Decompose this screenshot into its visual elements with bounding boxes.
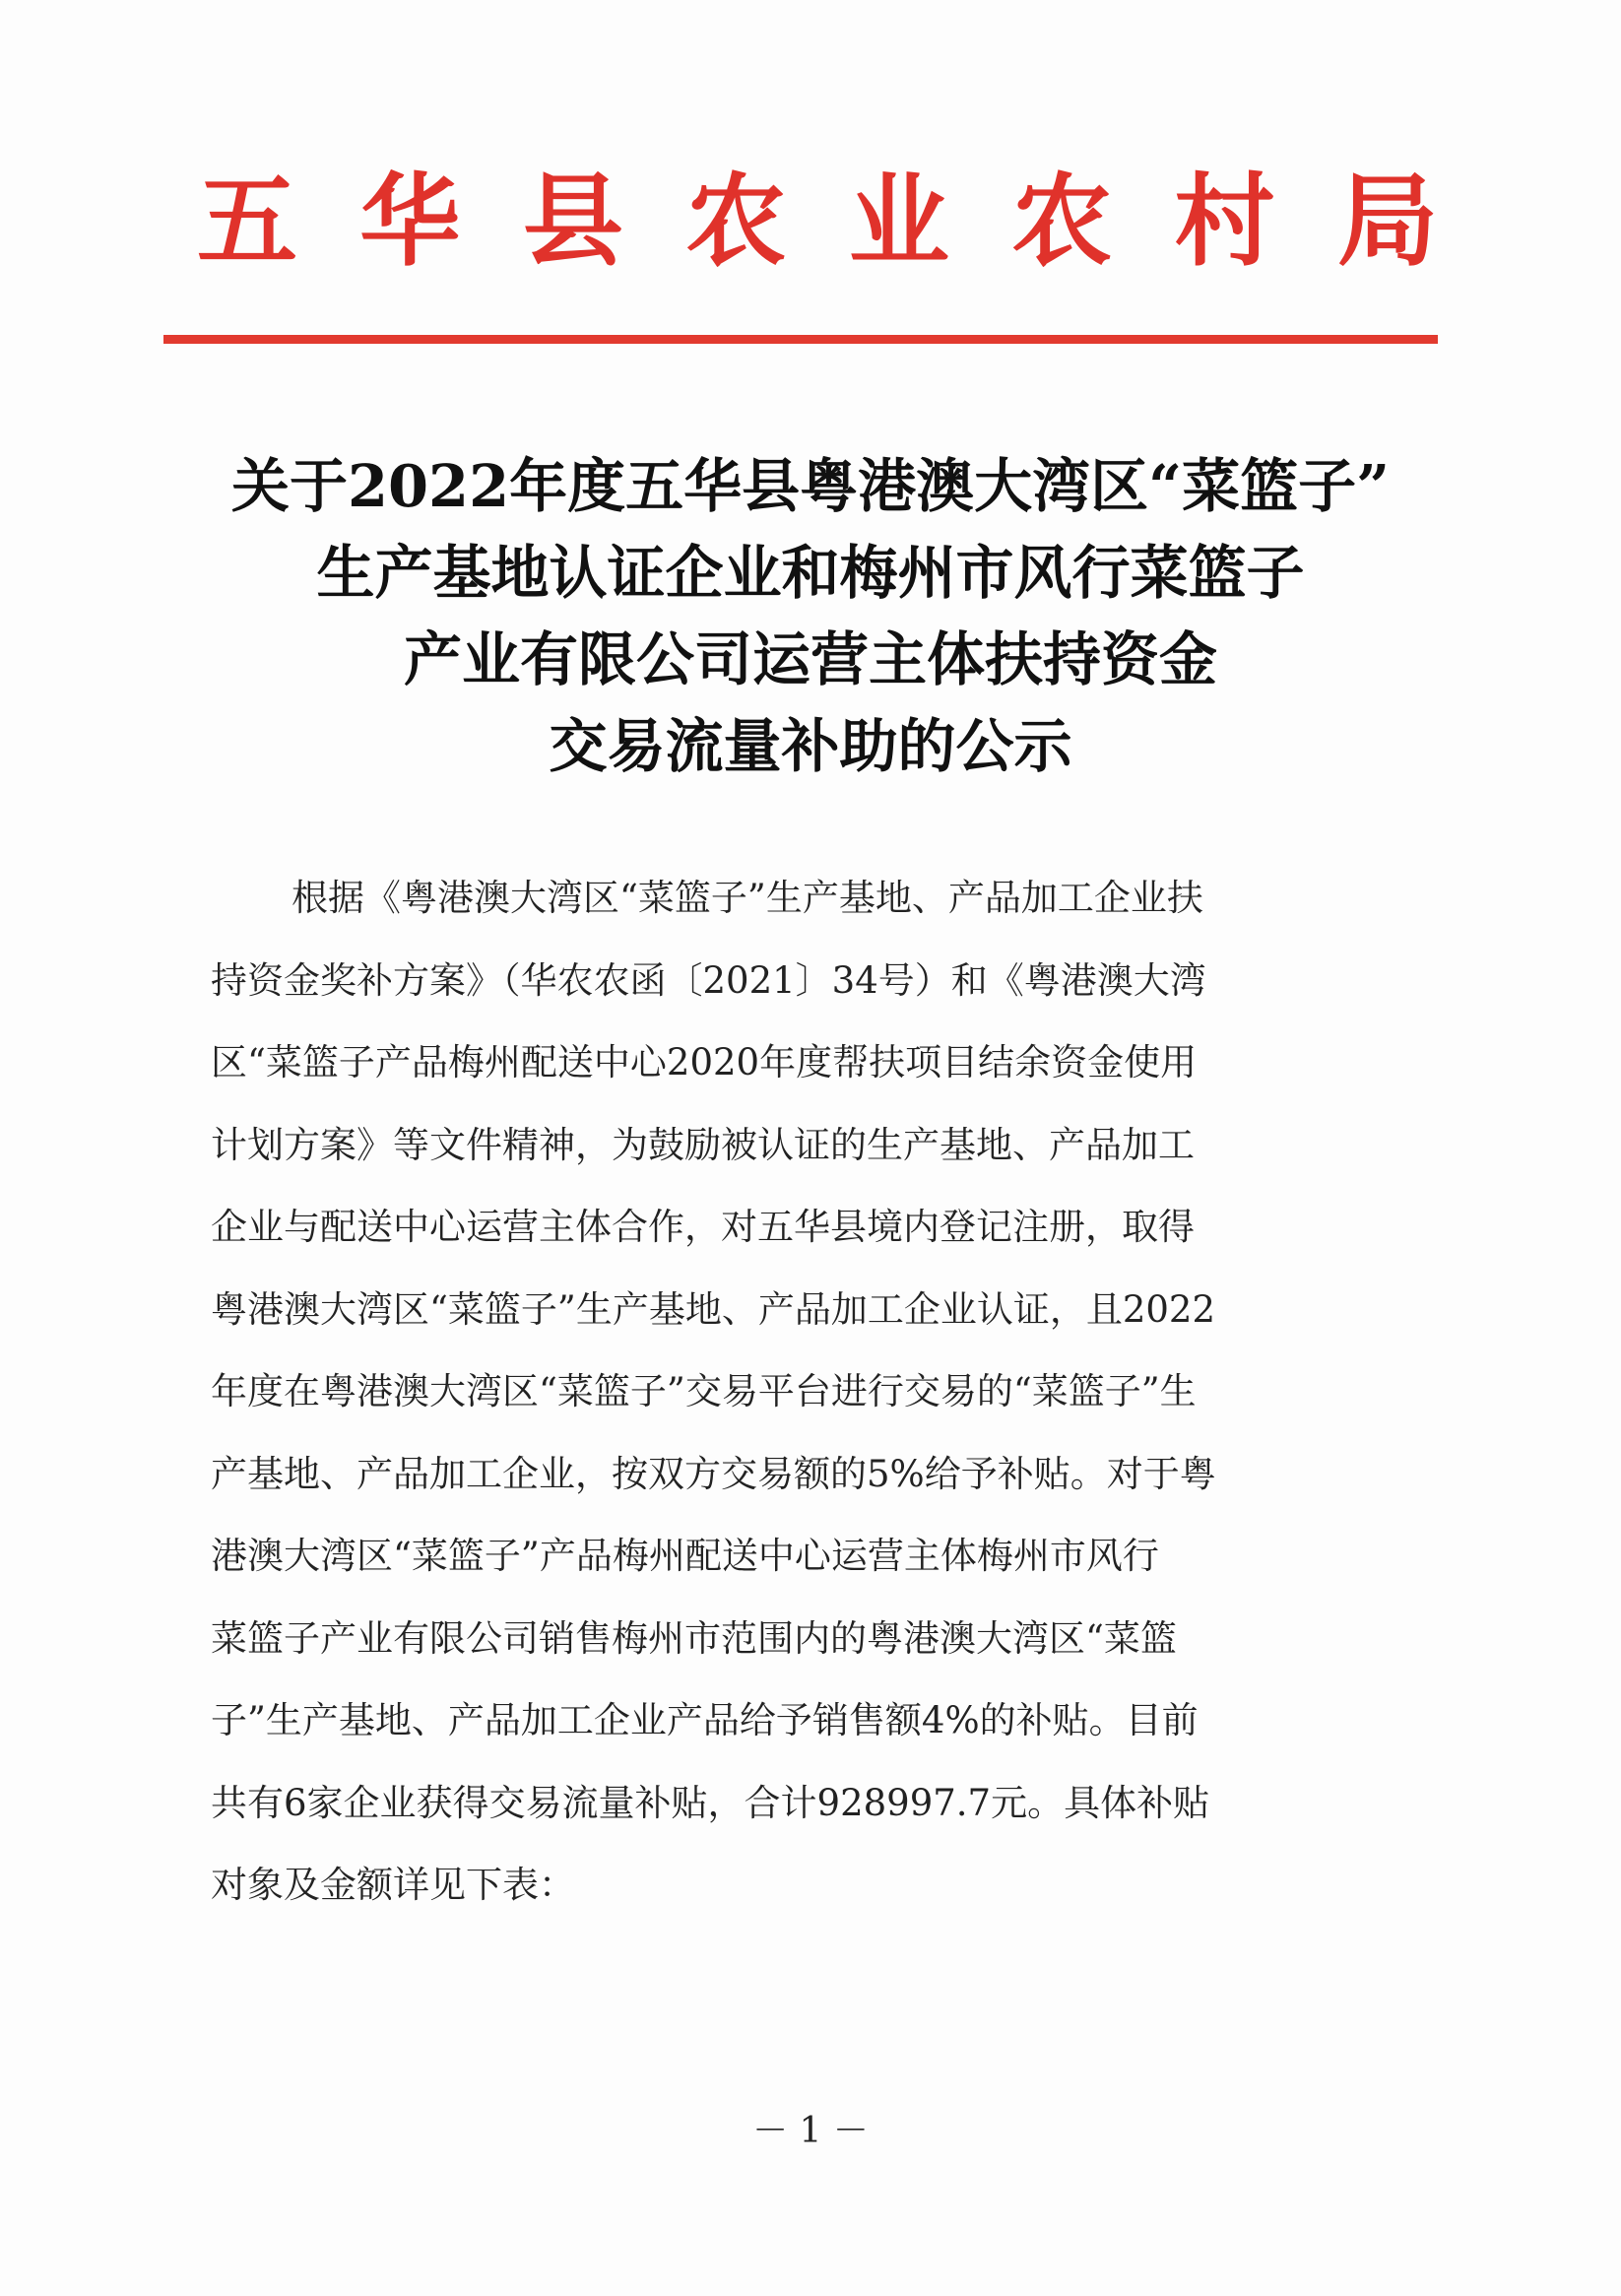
body-line-text: 根据《粤港澳大湾区“菜篮子”生产基地、产品加工企业扶 (292, 877, 1203, 919)
body-line (211, 1350, 1389, 1433)
body-line-text: 共有6家企业获得交易流量补贴，合计928997.7元。具体补贴 (211, 1781, 1210, 1824)
masthead-char: 五 (197, 163, 297, 281)
masthead-char: 农 (1011, 163, 1113, 281)
body-line (211, 1679, 1389, 1762)
body-line (211, 940, 1389, 1022)
body-line-text: 粤港澳大湾区“菜篮子”生产基地、产品加工企业认证，且2022 (211, 1287, 1215, 1331)
body-line (211, 1021, 1389, 1104)
document-title (148, 443, 1473, 790)
body-line-text: 年度在粤港澳大湾区“菜篮子”交易平台进行交易的“菜篮子”生 (211, 1370, 1197, 1412)
body-line (211, 1269, 1389, 1351)
body-line (211, 857, 1389, 940)
body-line (211, 1844, 1389, 1927)
title-line: 交易流量补助的公示 (549, 712, 1072, 780)
body-line (211, 1598, 1389, 1680)
masthead-char: 业 (848, 163, 949, 281)
body-line-text: 持资金奖补方案》（华农农函〔2021〕34号）和《粤港澳大湾 (211, 958, 1206, 1002)
masthead-char: 农 (685, 163, 787, 281)
title-line: 关于2022年度五华县粤港澳大湾区“菜篮子” (230, 452, 1391, 520)
body-line (211, 1433, 1389, 1516)
title-line: 生产基地认证企业和梅州市风行菜篮子 (316, 539, 1305, 607)
body-paragraph (211, 857, 1389, 1927)
body-line-text: 区“菜篮子产品梅州配送中心2020年度帮扶项目结余资金使用 (211, 1041, 1198, 1083)
masthead-char: 县 (522, 163, 623, 281)
masthead-char: 局 (1336, 163, 1438, 281)
body-line (211, 1515, 1389, 1598)
red-divider-line (163, 335, 1438, 344)
body-line-text: 子”生产基地、产品加工企业产品给予销售额4%的补贴。目前 (211, 1699, 1199, 1741)
body-line (211, 1104, 1389, 1187)
body-line-text: 对象及金额详见下表： (211, 1864, 575, 1906)
body-line-text: 港澳大湾区“菜篮子”产品梅州配送中心运营主体梅州市风行 (211, 1535, 1159, 1577)
title-line: 产业有限公司运营主体扶持资金 (403, 625, 1217, 693)
body-line-text: 产基地、产品加工企业，按双方交易额的5%给予补贴。对于粤 (211, 1452, 1216, 1495)
agency-masthead (197, 158, 1438, 286)
masthead-char: 华 (359, 163, 461, 281)
page-number: － 1 － (752, 2111, 869, 2151)
body-line-text: 计划方案》等文件精神，为鼓励被认证的生产基地、产品加工 (211, 1123, 1195, 1166)
body-line (211, 1186, 1389, 1269)
body-line (211, 1762, 1389, 1845)
masthead-char: 村 (1174, 163, 1275, 281)
body-line-text: 企业与配送中心运营主体合作，对五华县境内登记注册，取得 (211, 1206, 1195, 1248)
body-line-text: 菜篮子产业有限公司销售梅州市范围内的粤港澳大湾区“菜篮 (211, 1616, 1177, 1660)
